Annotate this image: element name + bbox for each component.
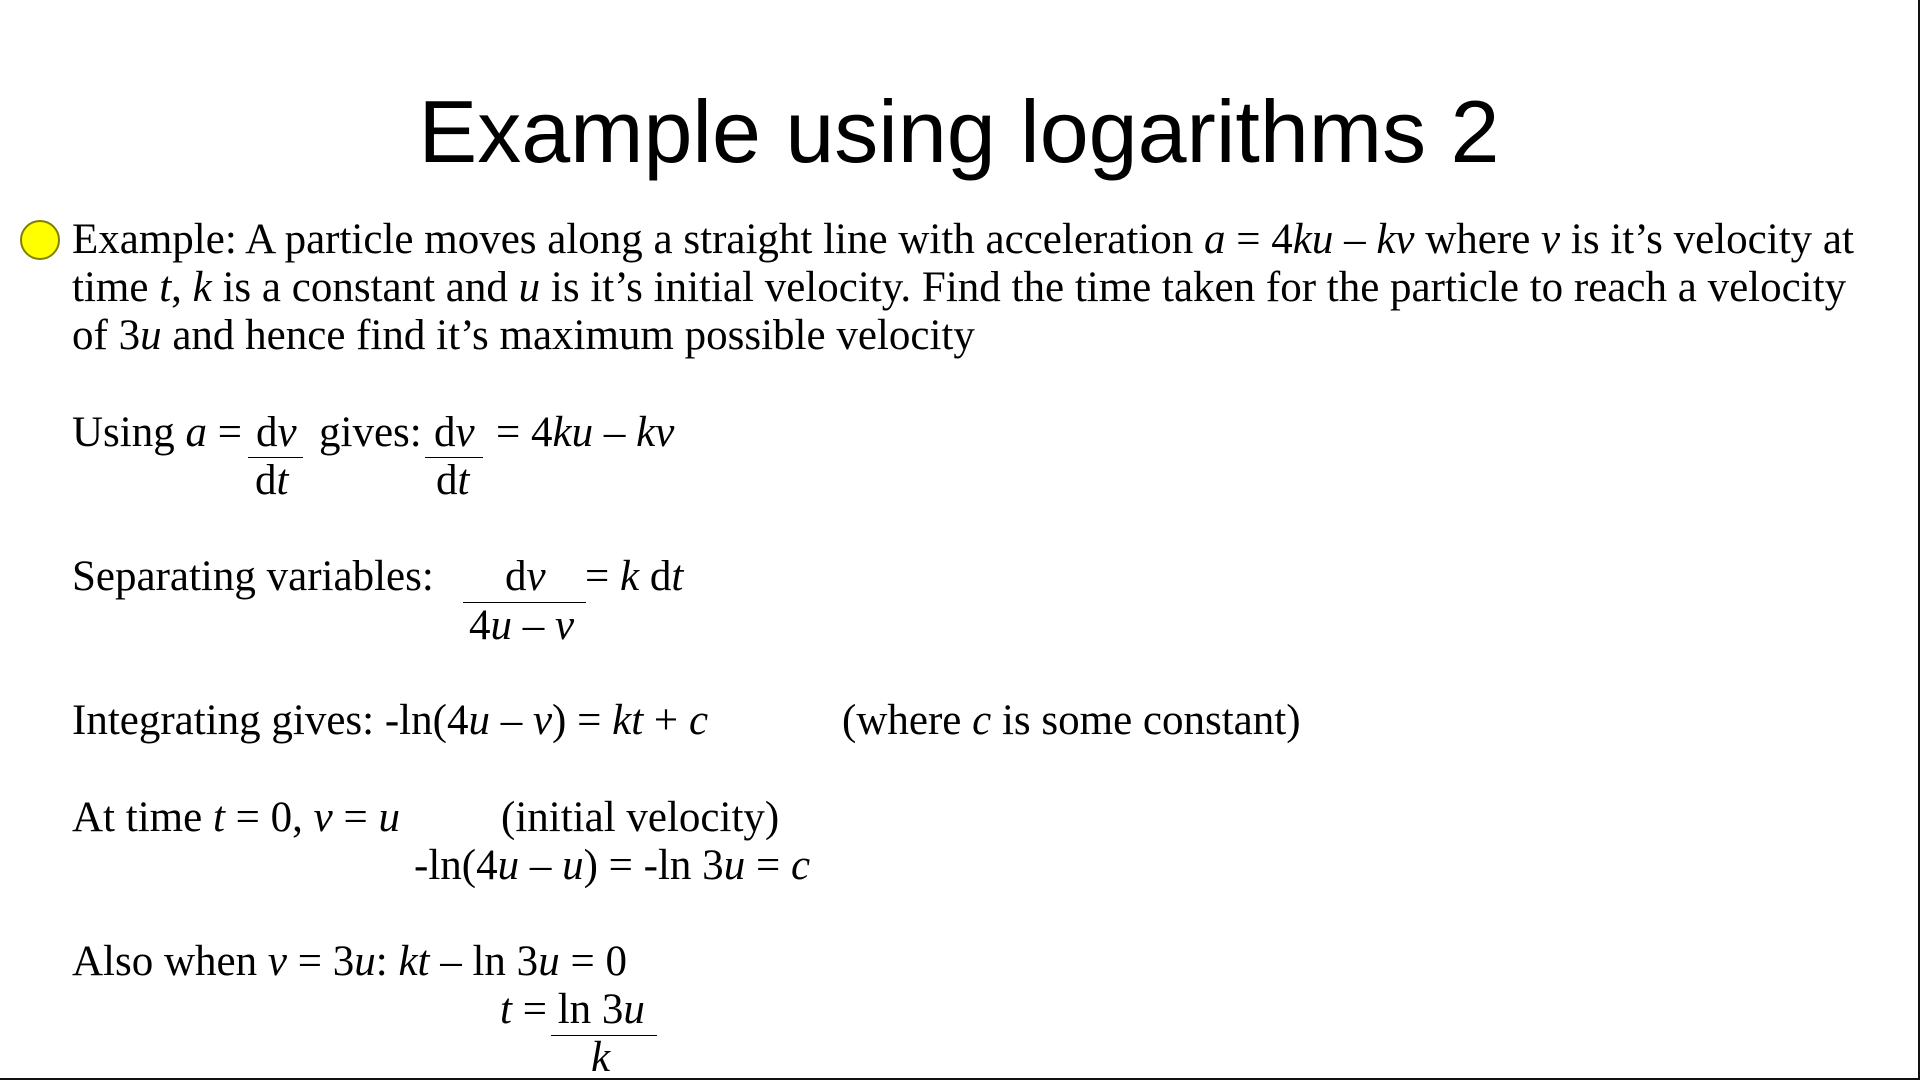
text-run: is some constant) xyxy=(991,697,1301,744)
text-run: is it’s initial velocity. Find the time taken for the particle to reach a velocity xyxy=(540,264,1847,311)
text-run: d xyxy=(639,553,672,600)
math-var: u xyxy=(378,794,401,841)
math-var: k xyxy=(620,553,640,600)
text-run: Also when xyxy=(72,938,268,985)
step1-fraction-1-denominator xyxy=(255,457,288,505)
text-run: – xyxy=(1333,216,1377,263)
math-var: kv xyxy=(1376,216,1415,263)
step1-fraction-1-numerator xyxy=(256,409,297,457)
math-var: v xyxy=(313,794,333,841)
math-var: v xyxy=(526,553,546,600)
step1-rhs xyxy=(496,409,674,457)
slide-title: Example using logarithms 2 xyxy=(418,82,1500,181)
math-var: t xyxy=(457,457,470,504)
intro-line-2 xyxy=(72,264,1846,312)
math-var: u xyxy=(490,602,512,649)
text-run: of 3 xyxy=(72,312,141,359)
text-run: ln 3 xyxy=(557,986,624,1033)
math-var: t xyxy=(159,264,172,311)
text-run: d xyxy=(436,457,458,504)
step1-fraction-2-numerator xyxy=(434,409,475,457)
text-run: is it’s velocity at xyxy=(1560,216,1854,263)
text-run: where xyxy=(1414,216,1542,263)
math-var: v xyxy=(532,697,553,744)
text-run: is a constant and xyxy=(211,264,519,311)
text-run: (where xyxy=(842,697,973,744)
text-run: = 4 xyxy=(496,409,553,456)
text-run: Using xyxy=(72,409,186,456)
math-var: v xyxy=(1541,216,1561,263)
text-run: : xyxy=(375,938,399,985)
step5-line-2 xyxy=(500,986,645,1034)
math-var: kv xyxy=(636,409,675,456)
step2-label: Separating variables: xyxy=(72,553,434,600)
step5-denominator: k xyxy=(591,1034,611,1080)
text-run: ) = -ln 3 xyxy=(583,842,724,889)
step2-numerator xyxy=(505,553,546,601)
text-run: – xyxy=(519,842,563,889)
text-run: = xyxy=(511,986,558,1033)
step2-rhs xyxy=(585,553,683,601)
text-run: d xyxy=(505,553,527,600)
math-var: v xyxy=(277,409,297,456)
text-run: d xyxy=(255,457,277,504)
step1-gives: gives: xyxy=(319,409,422,456)
text-run: = 0, xyxy=(224,794,314,841)
math-var: u xyxy=(518,264,541,311)
step3-note xyxy=(842,697,1301,745)
step5-line-1 xyxy=(72,938,627,986)
math-var: c xyxy=(688,697,709,744)
text-run: , xyxy=(171,264,193,311)
text-run: = xyxy=(745,842,791,889)
text-run: + xyxy=(643,697,689,744)
text-run: – xyxy=(593,409,637,456)
text-run: 4 xyxy=(469,602,491,649)
text-run: d xyxy=(256,409,278,456)
math-var: u xyxy=(562,842,584,889)
math-var: t xyxy=(212,794,225,841)
math-var: u xyxy=(723,842,746,889)
text-run: = xyxy=(206,409,242,456)
text-run: = 3 xyxy=(286,938,355,985)
math-var: kt xyxy=(612,697,644,744)
step1-using xyxy=(72,409,242,457)
math-var: v xyxy=(455,409,475,456)
math-var: t xyxy=(500,986,512,1033)
step2-denominator xyxy=(469,602,574,650)
math-var: v xyxy=(555,602,575,649)
text-run: – xyxy=(512,602,555,649)
text-run: – xyxy=(489,697,533,744)
math-var: u xyxy=(468,697,490,744)
text-run: – ln 3 xyxy=(429,938,539,985)
text-run: d xyxy=(434,409,456,456)
text-run: = xyxy=(332,794,379,841)
text-run: -ln(4 xyxy=(414,842,498,889)
text-run: and hence find it’s maximum possible velocity xyxy=(161,312,975,359)
math-var: a xyxy=(1203,216,1226,263)
intro-line-1 xyxy=(72,216,1854,264)
text-run: Example: A particle moves along a straight line with acceleration xyxy=(72,216,1204,263)
math-var: c xyxy=(972,697,992,744)
intro-line-3 xyxy=(72,312,975,360)
math-var: u xyxy=(623,986,645,1033)
math-var: ku xyxy=(552,409,594,456)
step4-line-1 xyxy=(72,794,400,842)
text-run: Integrating gives: -ln(4 xyxy=(72,697,469,744)
math-var: k xyxy=(192,264,212,311)
math-var: kt xyxy=(398,938,430,985)
math-var: u xyxy=(497,842,520,889)
math-var: ku xyxy=(1292,216,1334,263)
text-run: time xyxy=(72,264,160,311)
step3-equation xyxy=(72,697,708,745)
math-var: t xyxy=(671,553,684,600)
math-var: a xyxy=(185,409,207,456)
math-var: v xyxy=(267,938,287,985)
text-run: At time xyxy=(72,794,213,841)
math-var: u xyxy=(140,312,162,359)
bullet-icon xyxy=(20,220,60,260)
math-var: u xyxy=(538,938,560,985)
math-var: u xyxy=(354,938,376,985)
math-var: t xyxy=(276,457,289,504)
step4-note: (initial velocity) xyxy=(501,794,780,841)
step1-fraction-2-denominator xyxy=(436,457,469,505)
math-var: c xyxy=(790,842,811,889)
text-run: ) = xyxy=(552,697,613,744)
step4-line-2 xyxy=(414,842,810,890)
text-run: = xyxy=(585,553,621,600)
text-run: = 0 xyxy=(559,938,627,985)
text-run: = 4 xyxy=(1225,216,1293,263)
